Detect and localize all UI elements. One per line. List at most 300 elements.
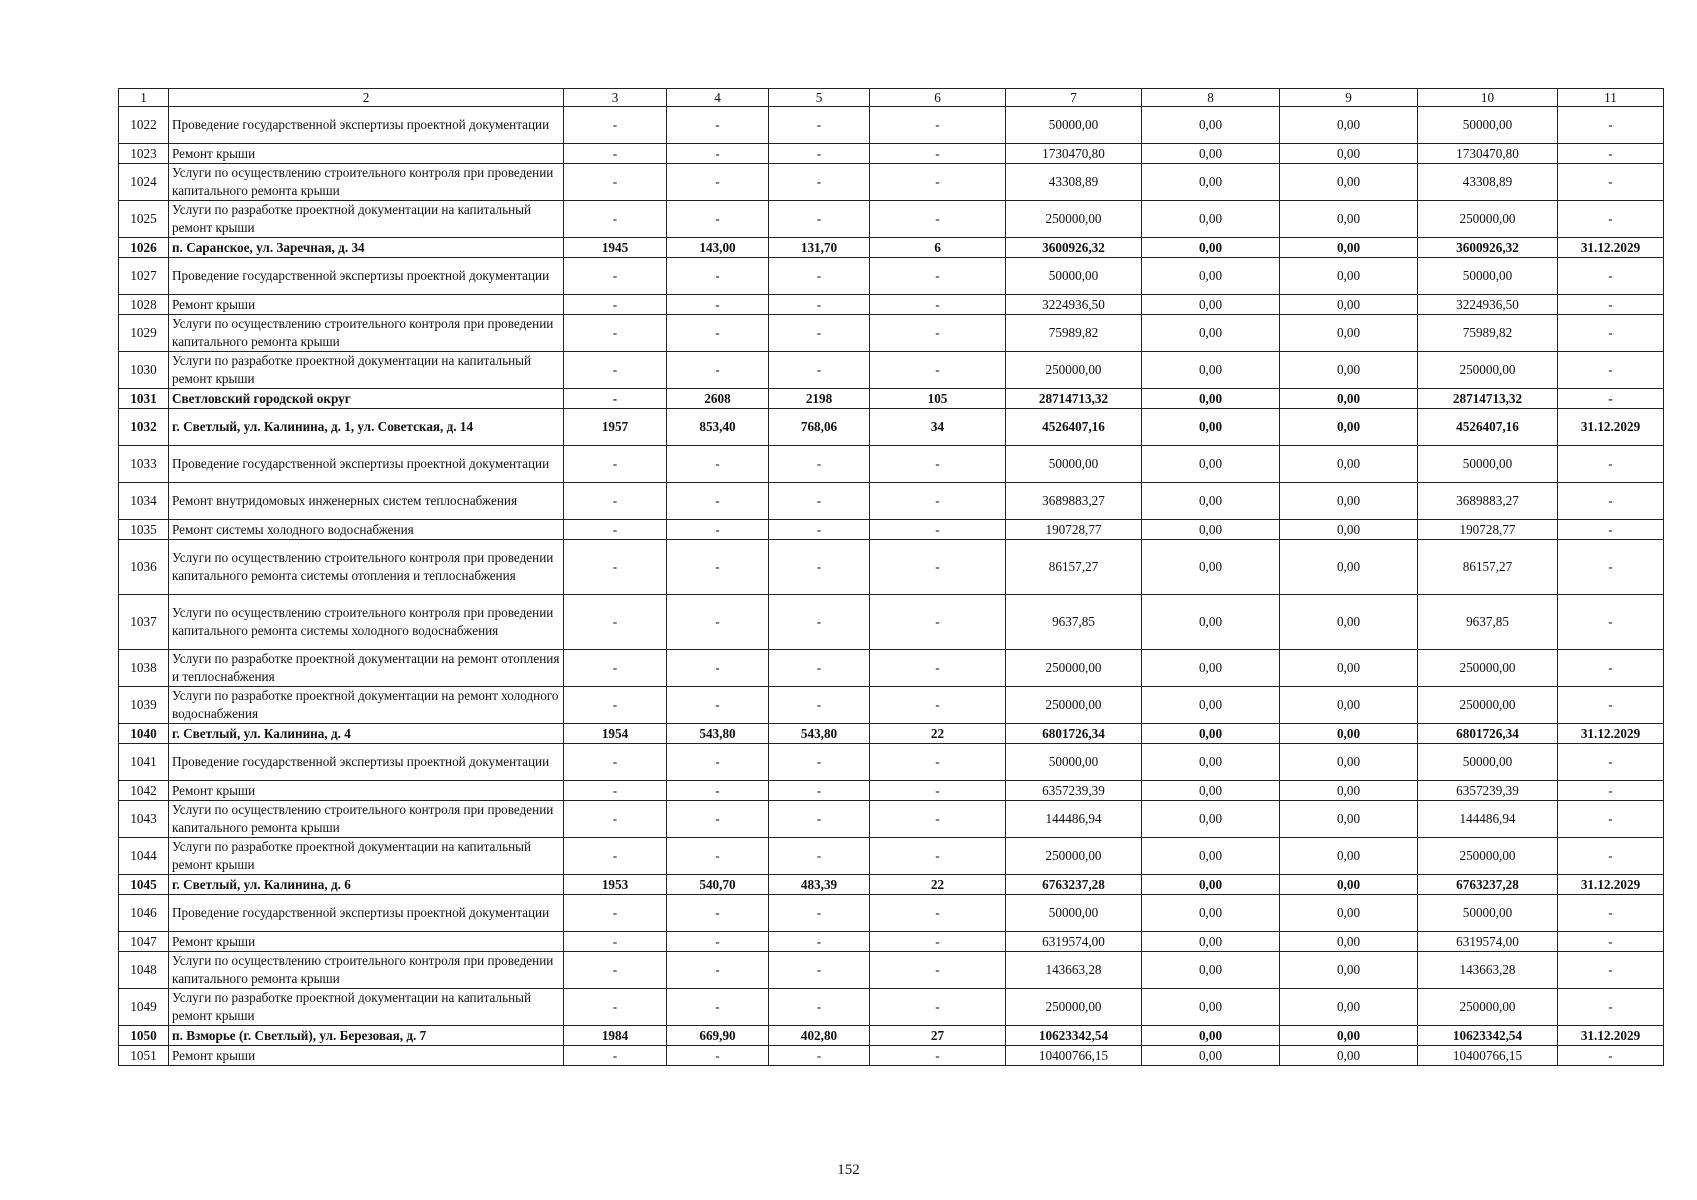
budget-cost-cell: 0,00 — [1280, 801, 1418, 838]
work-description-cell: Проведение государственной экспертизы проектной документации — [169, 446, 564, 483]
table-row — [119, 687, 1664, 724]
work-description-cell: Услуги по разработке проектной документации на ремонт холодного водоснабжения — [169, 687, 564, 724]
completion-date-cell: - — [1558, 838, 1664, 875]
total-cost-cell: 43308,89 — [1006, 164, 1142, 201]
living-area-cell: - — [769, 315, 870, 352]
year-built-cell: - — [564, 1046, 667, 1066]
table-row — [119, 540, 1664, 595]
row-number-cell: 1034 — [119, 483, 169, 520]
completion-date-cell: - — [1558, 801, 1664, 838]
year-built-cell: - — [564, 650, 667, 687]
owner-cost-cell: 3600926,32 — [1418, 238, 1558, 258]
total-area-cell: 543,80 — [667, 724, 769, 744]
work-description-cell: Услуги по разработке проектной документации на капитальный ремонт крыши — [169, 201, 564, 238]
total-cost-cell: 9637,85 — [1006, 595, 1142, 650]
residents-cell: - — [870, 315, 1006, 352]
row-number-cell: 1042 — [119, 781, 169, 801]
table-row — [119, 1046, 1664, 1066]
total-cost-cell: 75989,82 — [1006, 315, 1142, 352]
total-area-cell: 2608 — [667, 389, 769, 409]
living-area-cell: - — [769, 352, 870, 389]
owner-cost-cell: 6357239,39 — [1418, 781, 1558, 801]
row-number-cell: 1050 — [119, 1026, 169, 1046]
fund-cost-cell: 0,00 — [1142, 409, 1280, 446]
table-row — [119, 744, 1664, 781]
total-area-cell: - — [667, 932, 769, 952]
fund-cost-cell: 0,00 — [1142, 1046, 1280, 1066]
owner-cost-cell: 6763237,28 — [1418, 875, 1558, 895]
completion-date-cell: - — [1558, 315, 1664, 352]
owner-cost-cell: 50000,00 — [1418, 258, 1558, 295]
total-cost-cell: 6801726,34 — [1006, 724, 1142, 744]
owner-cost-cell: 250000,00 — [1418, 838, 1558, 875]
row-number-cell: 1026 — [119, 238, 169, 258]
row-number-cell: 1035 — [119, 520, 169, 540]
budget-cost-cell: 0,00 — [1280, 1026, 1418, 1046]
table-row — [119, 144, 1664, 164]
budget-cost-cell: 0,00 — [1280, 687, 1418, 724]
table-row — [119, 932, 1664, 952]
budget-cost-cell: 0,00 — [1280, 144, 1418, 164]
completion-date-cell: 31.12.2029 — [1558, 875, 1664, 895]
residents-cell: - — [870, 989, 1006, 1026]
year-built-cell: - — [564, 838, 667, 875]
row-number-cell: 1027 — [119, 258, 169, 295]
fund-cost-cell: 0,00 — [1142, 107, 1280, 144]
row-number-cell: 1032 — [119, 409, 169, 446]
living-area-cell: - — [769, 838, 870, 875]
budget-cost-cell: 0,00 — [1280, 238, 1418, 258]
owner-cost-cell: 144486,94 — [1418, 801, 1558, 838]
living-area-cell: 131,70 — [769, 238, 870, 258]
table-row — [119, 595, 1664, 650]
completion-date-cell: - — [1558, 781, 1664, 801]
work-description-cell: Услуги по осуществлению строительного контроля при проведении капитального ремонта системы отопления и теплоснабжения — [169, 540, 564, 595]
living-area-cell: 402,80 — [769, 1026, 870, 1046]
total-cost-cell: 6763237,28 — [1006, 875, 1142, 895]
completion-date-cell: - — [1558, 595, 1664, 650]
total-cost-cell: 4526407,16 — [1006, 409, 1142, 446]
completion-date-cell: 31.12.2029 — [1558, 724, 1664, 744]
residents-cell: - — [870, 744, 1006, 781]
budget-cost-cell: 0,00 — [1280, 650, 1418, 687]
row-number-cell: 1049 — [119, 989, 169, 1026]
completion-date-cell: 31.12.2029 — [1558, 409, 1664, 446]
row-number-cell: 1029 — [119, 315, 169, 352]
total-area-cell: 853,40 — [667, 409, 769, 446]
total-area-cell: - — [667, 838, 769, 875]
total-cost-cell: 28714713,32 — [1006, 389, 1142, 409]
work-description-cell: Проведение государственной экспертизы проектной документации — [169, 744, 564, 781]
year-built-cell: - — [564, 295, 667, 315]
year-built-cell: - — [564, 389, 667, 409]
total-cost-cell: 86157,27 — [1006, 540, 1142, 595]
work-description-cell: Ремонт крыши — [169, 932, 564, 952]
row-number-cell: 1033 — [119, 446, 169, 483]
year-built-cell: - — [564, 744, 667, 781]
total-area-cell: - — [667, 1046, 769, 1066]
owner-cost-cell: 28714713,32 — [1418, 389, 1558, 409]
living-area-cell: - — [769, 650, 870, 687]
fund-cost-cell: 0,00 — [1142, 875, 1280, 895]
work-description-cell: Проведение государственной экспертизы проектной документации — [169, 107, 564, 144]
total-area-cell: - — [667, 295, 769, 315]
column-number: 6 — [870, 89, 1006, 107]
table-row — [119, 838, 1664, 875]
living-area-cell: - — [769, 258, 870, 295]
residents-cell: - — [870, 687, 1006, 724]
completion-date-cell: - — [1558, 107, 1664, 144]
work-description-cell: Проведение государственной экспертизы проектной документации — [169, 258, 564, 295]
total-area-cell: - — [667, 687, 769, 724]
year-built-cell: - — [564, 781, 667, 801]
completion-date-cell: 31.12.2029 — [1558, 238, 1664, 258]
living-area-cell: - — [769, 164, 870, 201]
page-number: 152 — [837, 1162, 860, 1178]
year-built-cell: - — [564, 595, 667, 650]
budget-cost-cell: 0,00 — [1280, 724, 1418, 744]
residents-cell: 105 — [870, 389, 1006, 409]
owner-cost-cell: 10400766,15 — [1418, 1046, 1558, 1066]
budget-cost-cell: 0,00 — [1280, 409, 1418, 446]
budget-cost-cell: 0,00 — [1280, 520, 1418, 540]
column-number: 11 — [1558, 89, 1664, 107]
total-cost-cell: 3689883,27 — [1006, 483, 1142, 520]
work-description-cell: Услуги по разработке проектной документации на капитальный ремонт крыши — [169, 989, 564, 1026]
total-cost-cell: 250000,00 — [1006, 838, 1142, 875]
owner-cost-cell: 50000,00 — [1418, 895, 1558, 932]
year-built-cell: - — [564, 952, 667, 989]
owner-cost-cell: 1730470,80 — [1418, 144, 1558, 164]
column-number: 7 — [1006, 89, 1142, 107]
residents-cell: - — [870, 446, 1006, 483]
residents-cell: - — [870, 781, 1006, 801]
owner-cost-cell: 250000,00 — [1418, 352, 1558, 389]
owner-cost-cell: 50000,00 — [1418, 107, 1558, 144]
table-row — [119, 107, 1664, 144]
row-number-cell: 1030 — [119, 352, 169, 389]
residents-cell: - — [870, 107, 1006, 144]
total-cost-cell: 50000,00 — [1006, 258, 1142, 295]
total-area-cell: - — [667, 520, 769, 540]
table-row — [119, 895, 1664, 932]
owner-cost-cell: 3224936,50 — [1418, 295, 1558, 315]
living-area-cell: - — [769, 595, 870, 650]
year-built-cell: 1945 — [564, 238, 667, 258]
fund-cost-cell: 0,00 — [1142, 932, 1280, 952]
owner-cost-cell: 9637,85 — [1418, 595, 1558, 650]
fund-cost-cell: 0,00 — [1142, 352, 1280, 389]
column-number: 1 — [119, 89, 169, 107]
row-number-cell: 1051 — [119, 1046, 169, 1066]
completion-date-cell: - — [1558, 201, 1664, 238]
completion-date-cell: - — [1558, 352, 1664, 389]
fund-cost-cell: 0,00 — [1142, 201, 1280, 238]
residents-cell: - — [870, 201, 1006, 238]
budget-cost-cell: 0,00 — [1280, 201, 1418, 238]
budget-cost-cell: 0,00 — [1280, 989, 1418, 1026]
budget-cost-cell: 0,00 — [1280, 875, 1418, 895]
column-number: 2 — [169, 89, 564, 107]
year-built-cell: - — [564, 540, 667, 595]
row-number-cell: 1031 — [119, 389, 169, 409]
residents-cell: - — [870, 650, 1006, 687]
total-area-cell: - — [667, 989, 769, 1026]
budget-cost-cell: 0,00 — [1280, 352, 1418, 389]
total-area-cell: - — [667, 201, 769, 238]
work-description-cell: Ремонт внутридомовых инженерных систем теплоснабжения — [169, 483, 564, 520]
table-row — [119, 258, 1664, 295]
fund-cost-cell: 0,00 — [1142, 389, 1280, 409]
owner-cost-cell: 50000,00 — [1418, 744, 1558, 781]
fund-cost-cell: 0,00 — [1142, 650, 1280, 687]
completion-date-cell: - — [1558, 932, 1664, 952]
completion-date-cell: - — [1558, 1046, 1664, 1066]
total-cost-cell: 250000,00 — [1006, 201, 1142, 238]
residents-cell: 6 — [870, 238, 1006, 258]
residents-cell: 27 — [870, 1026, 1006, 1046]
residents-cell: - — [870, 483, 1006, 520]
budget-cost-cell: 0,00 — [1280, 952, 1418, 989]
budget-cost-cell: 0,00 — [1280, 389, 1418, 409]
year-built-cell: - — [564, 258, 667, 295]
living-area-cell: - — [769, 895, 870, 932]
completion-date-cell: 31.12.2029 — [1558, 1026, 1664, 1046]
completion-date-cell: - — [1558, 744, 1664, 781]
fund-cost-cell: 0,00 — [1142, 952, 1280, 989]
total-cost-cell: 250000,00 — [1006, 687, 1142, 724]
total-cost-cell: 50000,00 — [1006, 446, 1142, 483]
owner-cost-cell: 143663,28 — [1418, 952, 1558, 989]
column-number: 8 — [1142, 89, 1280, 107]
work-description-cell: Светловский городской округ — [169, 389, 564, 409]
residents-cell: - — [870, 164, 1006, 201]
completion-date-cell: - — [1558, 258, 1664, 295]
total-cost-cell: 6357239,39 — [1006, 781, 1142, 801]
fund-cost-cell: 0,00 — [1142, 1026, 1280, 1046]
completion-date-cell: - — [1558, 952, 1664, 989]
living-area-cell: - — [769, 952, 870, 989]
budget-cost-cell: 0,00 — [1280, 540, 1418, 595]
owner-cost-cell: 250000,00 — [1418, 687, 1558, 724]
total-area-cell: - — [667, 144, 769, 164]
residents-cell: - — [870, 295, 1006, 315]
fund-cost-cell: 0,00 — [1142, 838, 1280, 875]
work-description-cell: г. Светлый, ул. Калинина, д. 1, ул. Советская, д. 14 — [169, 409, 564, 446]
living-area-cell: - — [769, 446, 870, 483]
row-number-cell: 1028 — [119, 295, 169, 315]
work-description-cell: Ремонт крыши — [169, 781, 564, 801]
row-number-cell: 1046 — [119, 895, 169, 932]
fund-cost-cell: 0,00 — [1142, 483, 1280, 520]
total-cost-cell: 143663,28 — [1006, 952, 1142, 989]
work-description-cell: Услуги по осуществлению строительного контроля при проведении капитального ремонта крыши — [169, 952, 564, 989]
owner-cost-cell: 250000,00 — [1418, 989, 1558, 1026]
year-built-cell: 1984 — [564, 1026, 667, 1046]
living-area-cell: 2198 — [769, 389, 870, 409]
work-description-cell: Услуги по разработке проектной документации на ремонт отопления и теплоснабжения — [169, 650, 564, 687]
work-description-cell: Услуги по осуществлению строительного контроля при проведении капитального ремонта системы холодного водоснабжения — [169, 595, 564, 650]
table-row — [119, 164, 1664, 201]
work-description-cell: Услуги по разработке проектной документации на капитальный ремонт крыши — [169, 838, 564, 875]
row-number-cell: 1037 — [119, 595, 169, 650]
row-number-cell: 1036 — [119, 540, 169, 595]
living-area-cell: - — [769, 932, 870, 952]
completion-date-cell: - — [1558, 895, 1664, 932]
year-built-cell: 1957 — [564, 409, 667, 446]
fund-cost-cell: 0,00 — [1142, 724, 1280, 744]
owner-cost-cell: 4526407,16 — [1418, 409, 1558, 446]
work-description-cell: Услуги по осуществлению строительного контроля при проведении капитального ремонта крыши — [169, 164, 564, 201]
living-area-cell: - — [769, 483, 870, 520]
year-built-cell: 1953 — [564, 875, 667, 895]
owner-cost-cell: 50000,00 — [1418, 446, 1558, 483]
residents-cell: - — [870, 801, 1006, 838]
table-row — [119, 650, 1664, 687]
work-description-cell: Услуги по осуществлению строительного контроля при проведении капитального ремонта крыши — [169, 801, 564, 838]
living-area-cell: - — [769, 801, 870, 838]
fund-cost-cell: 0,00 — [1142, 801, 1280, 838]
work-description-cell: Проведение государственной экспертизы проектной документации — [169, 895, 564, 932]
work-description-cell: Ремонт крыши — [169, 1046, 564, 1066]
column-number: 5 — [769, 89, 870, 107]
completion-date-cell: - — [1558, 164, 1664, 201]
table-row-section — [119, 238, 1664, 258]
year-built-cell: - — [564, 932, 667, 952]
total-area-cell: - — [667, 540, 769, 595]
total-cost-cell: 250000,00 — [1006, 650, 1142, 687]
completion-date-cell: - — [1558, 295, 1664, 315]
row-number-cell: 1023 — [119, 144, 169, 164]
residents-cell: - — [870, 258, 1006, 295]
budget-cost-cell: 0,00 — [1280, 295, 1418, 315]
total-cost-cell: 190728,77 — [1006, 520, 1142, 540]
budget-cost-cell: 0,00 — [1280, 781, 1418, 801]
fund-cost-cell: 0,00 — [1142, 238, 1280, 258]
table-row — [119, 295, 1664, 315]
row-number-cell: 1024 — [119, 164, 169, 201]
living-area-cell: 768,06 — [769, 409, 870, 446]
budget-cost-cell: 0,00 — [1280, 1046, 1418, 1066]
work-description-cell: п. Взморье (г. Светлый), ул. Березовая, д. 7 — [169, 1026, 564, 1046]
residents-cell: - — [870, 144, 1006, 164]
table-row — [119, 352, 1664, 389]
fund-cost-cell: 0,00 — [1142, 258, 1280, 295]
row-number-cell: 1045 — [119, 875, 169, 895]
row-number-cell: 1039 — [119, 687, 169, 724]
table-row — [119, 801, 1664, 838]
total-area-cell: 143,00 — [667, 238, 769, 258]
living-area-cell: 483,39 — [769, 875, 870, 895]
total-area-cell: - — [667, 595, 769, 650]
column-number: 9 — [1280, 89, 1418, 107]
total-area-cell: - — [667, 352, 769, 389]
total-cost-cell: 10400766,15 — [1006, 1046, 1142, 1066]
total-area-cell: - — [667, 801, 769, 838]
total-cost-cell: 3224936,50 — [1006, 295, 1142, 315]
table-row — [119, 315, 1664, 352]
budget-cost-cell: 0,00 — [1280, 483, 1418, 520]
column-number: 3 — [564, 89, 667, 107]
work-description-cell: Ремонт системы холодного водоснабжения — [169, 520, 564, 540]
total-area-cell: - — [667, 258, 769, 295]
total-area-cell: - — [667, 650, 769, 687]
year-built-cell: - — [564, 201, 667, 238]
total-area-cell: - — [667, 107, 769, 144]
residents-cell: - — [870, 838, 1006, 875]
work-description-cell: г. Светлый, ул. Калинина, д. 4 — [169, 724, 564, 744]
budget-cost-cell: 0,00 — [1280, 258, 1418, 295]
owner-cost-cell: 86157,27 — [1418, 540, 1558, 595]
table-row — [119, 989, 1664, 1026]
table-row — [119, 446, 1664, 483]
year-built-cell: 1954 — [564, 724, 667, 744]
fund-cost-cell: 0,00 — [1142, 164, 1280, 201]
owner-cost-cell: 43308,89 — [1418, 164, 1558, 201]
living-area-cell: - — [769, 1046, 870, 1066]
total-area-cell: - — [667, 952, 769, 989]
residents-cell: - — [870, 1046, 1006, 1066]
row-number-cell: 1040 — [119, 724, 169, 744]
table-row-section — [119, 1026, 1664, 1046]
budget-cost-cell: 0,00 — [1280, 446, 1418, 483]
row-number-cell: 1038 — [119, 650, 169, 687]
completion-date-cell: - — [1558, 520, 1664, 540]
fund-cost-cell: 0,00 — [1142, 744, 1280, 781]
table-row — [119, 781, 1664, 801]
residents-cell: - — [870, 352, 1006, 389]
year-built-cell: - — [564, 446, 667, 483]
budget-cost-cell: 0,00 — [1280, 744, 1418, 781]
column-number: 4 — [667, 89, 769, 107]
total-cost-cell: 6319574,00 — [1006, 932, 1142, 952]
year-built-cell: - — [564, 895, 667, 932]
fund-cost-cell: 0,00 — [1142, 989, 1280, 1026]
living-area-cell: - — [769, 520, 870, 540]
living-area-cell: - — [769, 989, 870, 1026]
owner-cost-cell: 10623342,54 — [1418, 1026, 1558, 1046]
table-row — [119, 483, 1664, 520]
residents-cell: 34 — [870, 409, 1006, 446]
fund-cost-cell: 0,00 — [1142, 595, 1280, 650]
year-built-cell: - — [564, 352, 667, 389]
living-area-cell: - — [769, 687, 870, 724]
total-area-cell: - — [667, 781, 769, 801]
work-description-cell: Ремонт крыши — [169, 295, 564, 315]
fund-cost-cell: 0,00 — [1142, 520, 1280, 540]
total-area-cell: 540,70 — [667, 875, 769, 895]
residents-cell: 22 — [870, 875, 1006, 895]
work-description-cell: г. Светлый, ул. Калинина, д. 6 — [169, 875, 564, 895]
total-area-cell: - — [667, 483, 769, 520]
row-number-cell: 1022 — [119, 107, 169, 144]
row-number-cell: 1047 — [119, 932, 169, 952]
work-description-cell: Ремонт крыши — [169, 144, 564, 164]
living-area-cell: - — [769, 201, 870, 238]
total-cost-cell: 1730470,80 — [1006, 144, 1142, 164]
total-cost-cell: 50000,00 — [1006, 895, 1142, 932]
residents-cell: - — [870, 895, 1006, 932]
budget-cost-cell: 0,00 — [1280, 932, 1418, 952]
living-area-cell: - — [769, 295, 870, 315]
living-area-cell: - — [769, 781, 870, 801]
budget-cost-cell: 0,00 — [1280, 895, 1418, 932]
budget-cost-cell: 0,00 — [1280, 838, 1418, 875]
column-number-row — [119, 89, 1664, 107]
total-cost-cell: 10623342,54 — [1006, 1026, 1142, 1046]
year-built-cell: - — [564, 164, 667, 201]
row-number-cell: 1041 — [119, 744, 169, 781]
